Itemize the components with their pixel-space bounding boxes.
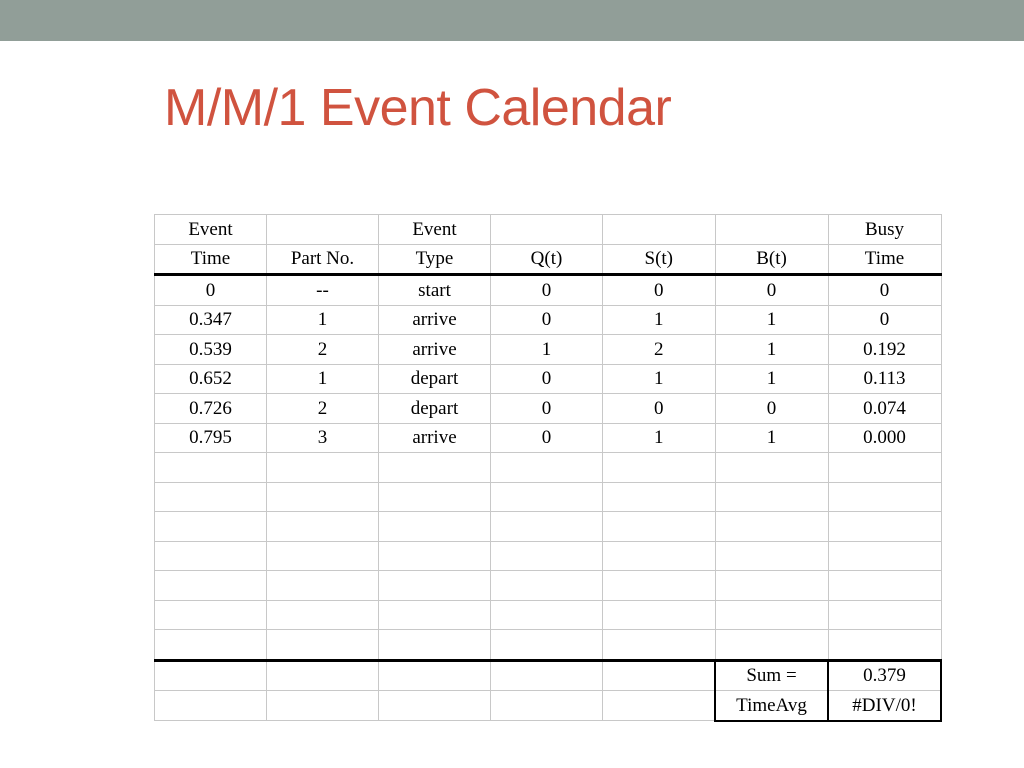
table-cell xyxy=(603,482,716,512)
header-row xyxy=(155,244,942,275)
table-cell xyxy=(715,600,828,630)
table-cell: arrive xyxy=(379,423,491,453)
slide-title: M/M/1 Event Calendar xyxy=(164,79,672,137)
table-cell: 2 xyxy=(267,335,379,365)
summary-row xyxy=(155,660,942,691)
table-row xyxy=(155,541,942,571)
column-header-time: Time xyxy=(155,244,267,275)
table-cell xyxy=(491,482,603,512)
column-header-busy: B(t) xyxy=(715,244,828,275)
table-cell xyxy=(379,571,491,601)
top-accent-bar xyxy=(0,0,1024,41)
table-cell: 1 xyxy=(715,335,828,365)
table-cell xyxy=(379,453,491,483)
table-cell: 0.113 xyxy=(828,364,941,394)
table-cell xyxy=(491,453,603,483)
table-row xyxy=(155,305,942,335)
table-cell: depart xyxy=(379,394,491,424)
table-cell xyxy=(828,630,941,661)
table-row xyxy=(155,423,942,453)
table-cell: -- xyxy=(267,275,379,306)
table-row xyxy=(155,275,942,306)
table-cell: 0 xyxy=(715,394,828,424)
header-cell xyxy=(491,215,603,245)
column-header-part-no: Part No. xyxy=(267,244,379,275)
column-header-type: Type xyxy=(379,244,491,275)
table-cell xyxy=(267,453,379,483)
empty-cell xyxy=(379,691,491,721)
table-cell xyxy=(603,512,716,542)
table-cell xyxy=(379,541,491,571)
table-cell xyxy=(715,571,828,601)
table-cell: 1 xyxy=(715,423,828,453)
table-cell xyxy=(379,600,491,630)
table-cell: 0 xyxy=(491,364,603,394)
empty-cell xyxy=(155,691,267,721)
table-cell: 1 xyxy=(267,305,379,335)
table-cell: 1 xyxy=(603,364,716,394)
empty-cell xyxy=(603,660,716,691)
empty-cell xyxy=(603,691,716,721)
table-cell: 0 xyxy=(491,423,603,453)
table-row xyxy=(155,394,942,424)
table-row xyxy=(155,600,942,630)
sum-value: 0.379 xyxy=(828,660,941,691)
table-cell xyxy=(828,600,941,630)
table-cell: 1 xyxy=(491,335,603,365)
table-cell xyxy=(267,482,379,512)
table-cell xyxy=(491,571,603,601)
table-cell xyxy=(155,630,267,661)
header-cell: Event xyxy=(379,215,491,245)
table-cell xyxy=(267,600,379,630)
header-cell: Busy xyxy=(828,215,941,245)
table-cell: 1 xyxy=(267,364,379,394)
column-header-system: S(t) xyxy=(603,244,716,275)
table-cell xyxy=(155,482,267,512)
table-row xyxy=(155,630,942,661)
table-cell xyxy=(491,512,603,542)
table-cell xyxy=(715,630,828,661)
empty-cell xyxy=(155,660,267,691)
table-cell xyxy=(715,512,828,542)
table-cell: 0 xyxy=(155,275,267,306)
table-cell: 0 xyxy=(491,305,603,335)
table-cell: 1 xyxy=(715,305,828,335)
table-cell: 0.074 xyxy=(828,394,941,424)
table-cell xyxy=(603,630,716,661)
table-cell xyxy=(828,512,941,542)
table-cell xyxy=(267,630,379,661)
summary-row xyxy=(155,691,942,721)
table-cell xyxy=(155,571,267,601)
sum-label: Sum = xyxy=(715,660,828,691)
table-cell xyxy=(603,571,716,601)
column-header-queue: Q(t) xyxy=(491,244,603,275)
empty-cell xyxy=(379,660,491,691)
table-cell: 0.192 xyxy=(828,335,941,365)
table-cell: 0 xyxy=(828,275,941,306)
event-calendar-table xyxy=(154,214,942,722)
table-cell: 0 xyxy=(603,275,716,306)
table-row xyxy=(155,482,942,512)
table-cell xyxy=(379,482,491,512)
table-cell xyxy=(715,453,828,483)
table-row xyxy=(155,364,942,394)
table-cell xyxy=(155,600,267,630)
empty-cell xyxy=(491,660,603,691)
table-cell: 2 xyxy=(603,335,716,365)
table-cell: 1 xyxy=(715,364,828,394)
table-cell: start xyxy=(379,275,491,306)
table-cell: 0.347 xyxy=(155,305,267,335)
table-row xyxy=(155,335,942,365)
header-cell xyxy=(267,215,379,245)
column-header-busy-time: Time xyxy=(828,244,941,275)
table-cell xyxy=(491,541,603,571)
table-cell: 0.000 xyxy=(828,423,941,453)
table-cell: 0 xyxy=(491,275,603,306)
table-cell xyxy=(155,541,267,571)
table-cell: 0 xyxy=(491,394,603,424)
table-cell xyxy=(267,512,379,542)
table-row xyxy=(155,571,942,601)
table-cell xyxy=(828,453,941,483)
table-cell: depart xyxy=(379,364,491,394)
table-cell: 1 xyxy=(603,305,716,335)
table-cell xyxy=(155,512,267,542)
table-cell xyxy=(155,453,267,483)
table-cell xyxy=(491,630,603,661)
table-cell: 1 xyxy=(603,423,716,453)
time-avg-value: #DIV/0! xyxy=(828,691,941,721)
table-cell: 0.726 xyxy=(155,394,267,424)
empty-cell xyxy=(267,691,379,721)
header-cell: Event xyxy=(155,215,267,245)
empty-cell xyxy=(491,691,603,721)
table-cell: 0 xyxy=(715,275,828,306)
table-cell: 2 xyxy=(267,394,379,424)
table-cell xyxy=(379,630,491,661)
table-cell xyxy=(491,600,603,630)
table-cell xyxy=(828,541,941,571)
table-cell xyxy=(828,571,941,601)
table-cell: 0.539 xyxy=(155,335,267,365)
table-cell xyxy=(603,453,716,483)
table-row xyxy=(155,453,942,483)
table-cell: 0.795 xyxy=(155,423,267,453)
table-cell xyxy=(603,541,716,571)
table-cell: 0 xyxy=(828,305,941,335)
table-cell: 0 xyxy=(603,394,716,424)
table-cell xyxy=(267,571,379,601)
table-cell xyxy=(715,541,828,571)
header-row xyxy=(155,215,942,245)
table-cell: 0.652 xyxy=(155,364,267,394)
table-cell: arrive xyxy=(379,335,491,365)
table-cell xyxy=(715,482,828,512)
table-cell xyxy=(379,512,491,542)
time-avg-label: TimeAvg xyxy=(715,691,828,721)
table-row xyxy=(155,512,942,542)
header-cell xyxy=(603,215,716,245)
empty-cell xyxy=(267,660,379,691)
table-cell xyxy=(603,600,716,630)
table-cell xyxy=(828,482,941,512)
table-cell xyxy=(267,541,379,571)
header-cell xyxy=(715,215,828,245)
table-cell: arrive xyxy=(379,305,491,335)
table-cell: 3 xyxy=(267,423,379,453)
